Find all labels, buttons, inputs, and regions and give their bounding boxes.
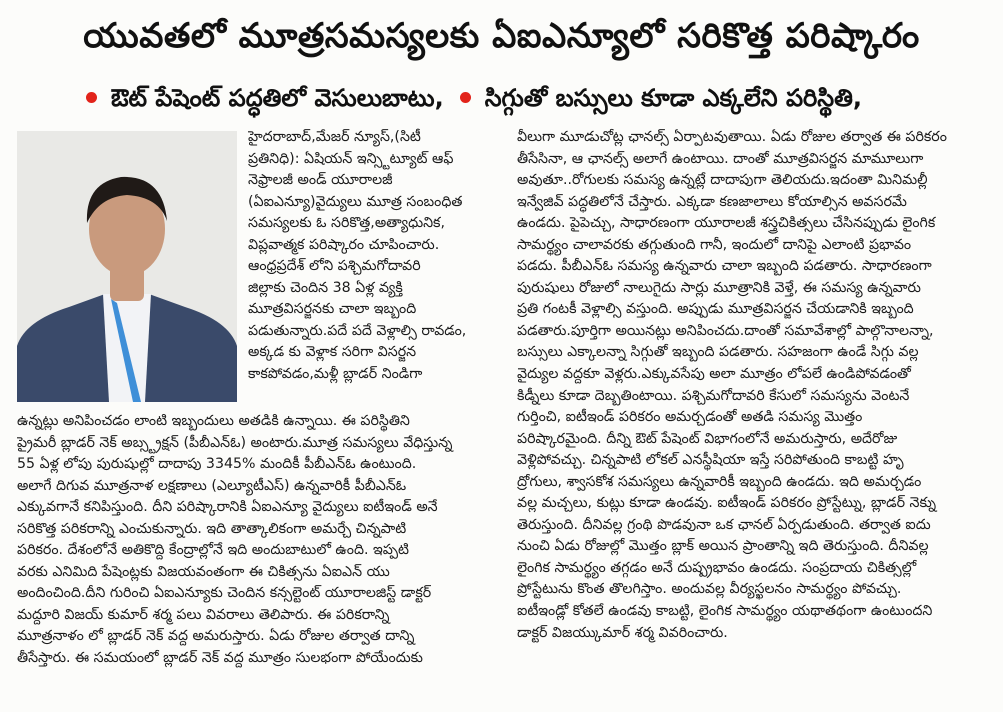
article-text-line: గుర్తించి, ఐటీఇండ్ పరికరం అమర్చడంతో అతడి సమస్య మొత్తం bbox=[517, 409, 863, 426]
article-text-line: ఉండదు. పైపెచ్చు, సాధారణంగా యూరాలజీ శస్త్రచికిత్సలు చేసినప్పుడు లైంగిక bbox=[517, 215, 936, 232]
article-text-line: ఆంధ్రప్రదేశ్ లోని పశ్చిమగోదావరి bbox=[248, 258, 421, 275]
article-text-line: అవుతూ..రోగులకు సమస్య ఉన్నట్లే దాదాపుగా తెలియదు.ఇదంతా మినిమల్లీ bbox=[517, 172, 928, 189]
article-text-line: ప్రతి గంటకీ వెళ్లాల్సి వస్తుంది. అప్పుడు మూత్రవిసర్జన చేయడానికి ఇబ్బంది bbox=[517, 301, 914, 318]
article-text-line: సామర్థ్యం చాలావరకు తగ్గుతుంది గానీ, ఇందులో దానిపై ఎలాంటి ప్రభావం bbox=[517, 236, 912, 253]
article-text-line: లైంగిక సామర్థ్యం తగ్గడం అనే దుష్ప్రభావం ఉండదు. సంప్రదాయ చికిత్సల్లో bbox=[517, 559, 917, 576]
article-text-line: తీసేసినా, ఆ ఛానల్స్ అలాగే ఉంటాయి. దాంతో మూత్రవిసర్జన మామూలుగా bbox=[517, 150, 924, 167]
article-column-right bbox=[517, 127, 987, 644]
article-text-line: కిడ్నీలు కూడా దెబ్బతింటాయి. పశ్చిమగోదావరి కేసులో సమస్యను వెంటనే bbox=[517, 387, 910, 404]
article-text-line: నెఫ్రాలజీ అండ్ యూరాలజీ bbox=[248, 172, 393, 189]
article-text-line: (ఏఐఎన్యూ)వైద్యులు మూత్ర సంబంధిత bbox=[248, 193, 463, 210]
article-text-line: తెరుస్తుంది. దీనివల్ల గ్రంథి పొడవునా ఒక ఛానల్ ఏర్పడుతుంది. తర్వాత ఐదు bbox=[517, 516, 931, 533]
article-text-line: పడదు. పీబీఎన్ఓ సమస్య ఉన్నవారు చాలా ఇబ్బంది పడతారు. సాధారణంగా bbox=[517, 258, 932, 275]
article-text-line: తీసేస్తారు. ఈ సమయంలో బ్లాడర్ నెక్ వద్ద మూత్రం సులభంగా పోయేందుకు bbox=[17, 650, 423, 667]
article-text-line: మూత్రనాళం లో బ్లాడర్ నెక్ వద్ద అమరుస్తారు. ఏడు రోజుల తర్వాత దాన్ని bbox=[17, 628, 415, 645]
article-text-line: జిల్లాకు చెందిన 38 ఏళ్ల వ్యక్తి bbox=[248, 279, 403, 296]
article-text-line: సమస్యలకు ఓ సరికొత్త,అత్యాధునిక, bbox=[248, 215, 445, 232]
article-text-line: వెళ్లిపోవచ్చు. చిన్నపాటి లోకల్ ఎనస్థీషియా ఇస్తే సరిపోతుంది కాబట్టి హృ bbox=[517, 452, 904, 469]
article-column-top-left bbox=[248, 127, 508, 386]
article-text-line: వైద్యుల వద్దకూ వెళ్లరు.ఎక్కువసేపు అలా మూత్రం లోపలే ఉండిపోవడంతో bbox=[517, 366, 911, 383]
article-text-line: నుంచి ఏడు రోజుల్లో మొత్తం బ్లాక్ అయిన ప్రాంతాన్ని ఇది తెరుస్తుంది. దీనివల్ల bbox=[517, 538, 929, 555]
article-text-line: పురుషులు రోజులో నాలుగైదు సార్లు మూత్రానికి వెళ్తే, ఈ సమస్య ఉన్నవారు bbox=[517, 279, 921, 296]
article-text-line: సరికొత్త పరికరాన్ని ఎంచుకున్నారు. ఇది తాత్కాలికంగా అమర్చే చిన్నపాటి bbox=[17, 520, 407, 537]
article-text-line: కాకపోవడం,మళ్లీ బ్లాడర్ నిండిగా bbox=[248, 366, 423, 383]
article-text-line: అక్కడ కు వెళ్లాక సరిగా విసర్జన bbox=[248, 344, 417, 361]
doctor-portrait-image bbox=[17, 131, 237, 402]
article-text-line: 55 ఏళ్ల లోపు పురుషుల్లో దాదాపు 3345% మందికీ పీబీఎన్ఓ ఉంటుంది. bbox=[17, 456, 417, 473]
article-text-line: వీలుగా మూడుచోట్ల ఛానల్స్ ఏర్పాటవుతాయి. ఏడు రోజుల తర్వాత ఈ పరికరం bbox=[517, 129, 947, 145]
article-text-line: ఇన్వేజివ్ పద్ధతిలోనే చేస్తారు. ఎక్కడా కణజాలాలు కోయాల్సిన అవసరమే bbox=[517, 193, 907, 210]
article-text-line: మూత్రవిసర్జనకు చాలా ఇబ్బంది bbox=[248, 301, 417, 318]
article-text-line: డాక్టర్ విజయ్కుమార్ శర్మ వివరించారు. bbox=[517, 624, 728, 641]
article-text-line: ప్రోస్టేటును కొంత తొలగిస్తాం. అందువల్ల వీర్యస్ఖలనం సామర్థ్యం పోవచ్చు. bbox=[517, 581, 902, 598]
subhead-2: సిగ్గుతో బస్సులు కూడా ఎక్కలేని పరిస్థితి, bbox=[484, 84, 862, 112]
article-text-line: ఎక్కువగానే కనిపిస్తుంది. దీని పరిష్కారానికి ఏఐఎన్యూ వైద్యులు ఐటీఇండ్ అనే bbox=[17, 499, 438, 516]
subheadline bbox=[70, 80, 970, 116]
article-text-line: వల్ల మచ్చలు, కుట్లు కూడా ఉండవు. ఐటీఇండ్ పరికరం ప్రోస్టేట్ను, బ్లాడర్ నెక్ను bbox=[517, 495, 937, 512]
article-text-line: అందించింది.దీని గురించి ఏఐఎన్యూకు చెందిన కన్సల్టెంట్ యూరాలజిస్ట్ డాక్టర్ bbox=[17, 585, 432, 602]
doctor-photo bbox=[17, 131, 237, 402]
article-text-line: పరిష్కారమైంది. దీన్ని ఔట్ పేషెంట్ విభాగంలోనే అమరుస్తారు, అదేరోజు bbox=[517, 430, 898, 447]
article-text-line: వరకు ఎనిమిది పేషెంట్లకు విజయవంతంగా ఈ చికిత్సను ఏఐఎన్ యు bbox=[17, 563, 390, 580]
article-text-line: పరికరం. దేశంలోనే అతికొద్ది కేంద్రాల్లోనే ఇది అందుబాటులో ఉంది. ఇప్పటి bbox=[17, 542, 409, 559]
article-text-line: ప్రతినిధి): ఏషియన్ ఇన్స్టిట్యూట్ ఆఫ్ bbox=[248, 150, 454, 167]
headline: యువతలో మూత్రసమస్యలకు ఏఐఎన్యూలో సరికొత్త పరిష్కారం bbox=[83, 16, 920, 56]
article-text-line: ఉన్నట్లు అనిపించడం లాంటి ఇబ్బందులు అతడికి ఉన్నాయి. ఈ పరిస్థితిని bbox=[17, 413, 410, 429]
article-text-line: మద్దూరి విజయ్ కుమార్ శర్మ పలు వివరాలు తెలిపారు. ఈ పరికరాన్ని bbox=[17, 606, 390, 623]
article-text-line: ద్రోగులు, శ్వాసకోశ సమస్యలు ఉన్నవారికీ ఇబ్బంది ఉండదు. ఇది అమర్చడం bbox=[517, 473, 922, 490]
article-column-bottom-left bbox=[17, 411, 508, 670]
article-text-line: అలాగే దిగువ మూత్రనాళ లక్షణాలు (ఎల్యూటీఎస్) ఉన్నవారికీ పీబీఎన్ఓ bbox=[17, 477, 407, 494]
article-text-line: పడతారు.పూర్తిగా అయినట్లు అనిపించదు.దాంతో సమావేశాల్లో పాల్గొనాలన్నా, bbox=[517, 322, 934, 339]
article-text-line: విప్లవాత్మక పరిష్కారం చూపించారు. bbox=[248, 236, 440, 253]
article-text-line: పడుతున్నారు.పదే పదే వెళ్లాల్సి రావడం, bbox=[248, 322, 467, 339]
subhead-1: ఔట్ పేషెంట్ పద్ధతిలో వెసులుబాటు, bbox=[111, 84, 444, 112]
article-text-line: బస్సులు ఎక్కాలన్నా సిగ్గుతో ఇబ్బంది పడతారు. సహజంగా ఉండే సిగ్గు వల్ల bbox=[517, 344, 919, 361]
article-text-line: హైదరాబాద్,మేజర్ న్యూస్,(సిటీ bbox=[248, 129, 421, 145]
article-text-line: ప్రైమరీ బ్లాడర్ నెక్ అబ్స్ట్రక్షన్ (పీబీఎన్ఓ) అంటారు.మూత్ర సమస్యలు వేధిస్తున్న bbox=[17, 434, 453, 451]
bullet-icon bbox=[86, 92, 97, 103]
article-text-line: ఐటీఇండ్లో కోతలే ఉండవు కాబట్టి, లైంగిక సామర్థ్యం యథాతథంగా ఉంటుందని bbox=[517, 603, 933, 620]
bullet-icon bbox=[460, 92, 471, 103]
